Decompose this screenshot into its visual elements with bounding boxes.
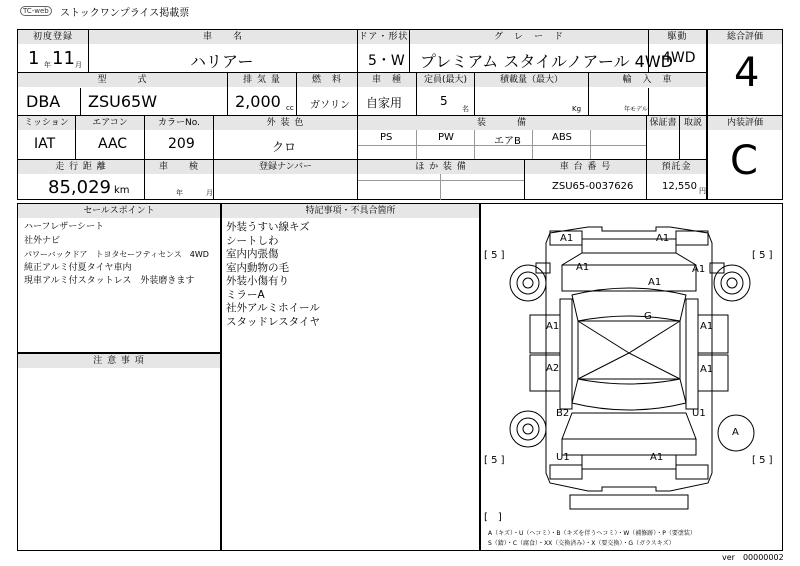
damage-mark: G — [644, 311, 652, 322]
label-inspection: 車 検 — [145, 160, 213, 174]
vehicle-type-value: 自家用 — [366, 96, 403, 110]
model-prefix: DBA — [26, 92, 61, 111]
damage-mark: A1 — [700, 321, 714, 332]
damage-mark: A1 — [648, 277, 662, 288]
sales-point-5: 現車アルミ付スタットレス 外装磨きます — [24, 276, 195, 286]
label-model: 型 式 — [18, 73, 227, 87]
chassis-value: ZSU65-0037626 — [552, 181, 634, 192]
overall-score: 4 — [734, 50, 760, 96]
damage-mark: A1 — [700, 364, 714, 375]
label-vehicle-type: 車 種 — [358, 73, 416, 87]
equip-3: エアB — [494, 136, 521, 147]
note-7: 社外アルミホイール — [226, 302, 320, 314]
color-no-value: 209 — [168, 136, 195, 152]
damage-mark: U1 — [692, 408, 706, 419]
label-recycle: 預託金 — [647, 160, 706, 174]
sales-point-1: ハーフレザーシート — [24, 222, 105, 232]
door-value: 5・W — [368, 53, 405, 69]
label-warranty: 保証書 — [647, 116, 679, 130]
label-aircon: エアコン — [76, 116, 144, 130]
label-capacity: 定員(最大) — [417, 73, 474, 87]
damage-mark: A1 — [656, 233, 670, 244]
damage-mark: B2 — [556, 408, 570, 419]
model-value: ZSU65W — [88, 92, 158, 111]
label-fuel: 燃 料 — [297, 73, 357, 87]
label-equipment: 装 備 — [358, 116, 646, 130]
note-5: 外装小傷有り — [226, 275, 289, 287]
inspection-unit-year: 年 — [176, 189, 183, 197]
label-other-equip: ほ か 装 備 — [358, 160, 524, 174]
label-car-name: 車 名 — [89, 30, 357, 44]
recycle-unit: 円 — [699, 187, 706, 195]
recycle-value: 12,550 — [662, 181, 697, 192]
sales-point-2: 社外ナビ — [24, 235, 61, 246]
grade-value: プレミアム スタイルノアール 4WD — [420, 52, 673, 71]
label-manual: 取説 — [680, 116, 706, 130]
label-cautions: 注 意 事 項 — [18, 354, 220, 368]
bracket-rear-right: [ 5 ] — [752, 455, 773, 466]
damage-mark: A1 — [560, 233, 574, 244]
label-notes: 特記事項・不具合箇所 — [222, 204, 479, 218]
label-door: ドア・形状 — [358, 32, 409, 42]
damage-mark: A1 — [650, 452, 664, 463]
label-chassis: 車 台 番 号 — [525, 160, 646, 174]
equip-4: ABS — [552, 132, 572, 143]
note-8: スタッドレスタイヤ — [226, 315, 320, 328]
import-note: 年モデル — [624, 106, 648, 113]
label-mission: ミッション — [18, 116, 75, 130]
mileage-value: 85,029 — [48, 177, 111, 198]
note-6: ミラーA — [226, 288, 265, 301]
label-displacement: 排 気 量 — [228, 73, 296, 87]
bracket-front-right: [ 5 ] — [752, 250, 773, 261]
aircon-value: AAC — [98, 136, 128, 152]
sales-point-4: 純正アルミ付夏タイヤ車内 — [24, 262, 132, 273]
exterior-color-value: クロ — [272, 140, 297, 154]
bracket-front-left: [ 5 ] — [484, 250, 505, 261]
label-sales-points: セールスポイント — [18, 204, 220, 218]
note-3: 室内内張傷 — [226, 248, 279, 260]
label-import: 輸 入 車 — [589, 73, 706, 87]
legend-line-2: S（錆）・C（腐食）・XX（交換済み）・X（要交換）・G（ガラスキズ） — [488, 540, 675, 547]
legend-line-1: A（キズ）・U（ヘコミ）・B（キズを伴うヘコミ）・W（補修跡）・P（要塗装） — [488, 530, 696, 537]
damage-mark: A2 — [546, 363, 560, 374]
first-reg-unit-month: 月 — [75, 61, 82, 69]
label-mileage: 走 行 距 離 — [18, 160, 144, 174]
damage-mark: U1 — [556, 452, 570, 463]
inspection-unit-month: 月 — [206, 189, 213, 197]
sales-point-3: パワーバックドア トヨタセーフティセンス 4WD — [24, 250, 209, 259]
damage-mark: A — [732, 427, 739, 438]
note-4: 室内動物の毛 — [226, 261, 289, 274]
displacement-value: 2,000 — [235, 92, 281, 111]
first-reg-month: 11 — [52, 48, 75, 69]
label-plate: 登録ナンバー — [214, 160, 357, 174]
first-reg-unit-year: 年 — [44, 61, 51, 69]
notes-list — [226, 221, 476, 329]
load-unit: Kg — [572, 105, 582, 113]
label-load: 積載量（最大） — [475, 73, 588, 87]
version-label: ver 00000002 — [722, 553, 784, 562]
label-interior-eval: 内装評価 — [708, 116, 782, 130]
label-color-no: カラーNo. — [145, 116, 213, 130]
label-grade: グ レ ー ド — [410, 30, 648, 44]
damage-mark: A1 — [576, 262, 590, 273]
damage-mark: A1 — [692, 264, 706, 275]
capacity-unit: 名 — [462, 105, 469, 113]
fuel-value: ガソリン — [310, 100, 350, 111]
car-diagram — [480, 203, 783, 551]
displacement-unit: cc — [286, 104, 294, 112]
label-first-reg: 初度登録 — [18, 30, 88, 44]
note-1: 外装うすい線キズ — [226, 221, 310, 233]
cautions-panel — [17, 353, 221, 551]
equip-2: PW — [438, 132, 454, 143]
bracket-spare: [ ] — [484, 512, 502, 523]
label-exterior-color: 外 装 色 — [214, 116, 357, 130]
equip-1: PS — [380, 132, 393, 143]
capacity-value: 5 — [440, 94, 448, 108]
bracket-rear-left: [ 5 ] — [484, 455, 505, 466]
drive-value: 4WD — [662, 50, 696, 66]
sales-points-list — [24, 221, 220, 289]
note-2: シートしわ — [226, 234, 279, 247]
interior-score: C — [730, 138, 758, 184]
label-overall: 総合評価 — [708, 30, 782, 44]
label-drive: 駆動 — [649, 30, 706, 44]
mission-value: IAT — [34, 136, 56, 152]
first-reg-value: 1 — [28, 48, 40, 69]
logo: TC-web — [20, 6, 52, 16]
car-name-value: ハリアー — [190, 52, 254, 71]
damage-mark: A1 — [546, 321, 560, 332]
page-title: ストックワンプライス掲載票 — [60, 8, 190, 19]
mileage-unit: km — [114, 185, 130, 196]
